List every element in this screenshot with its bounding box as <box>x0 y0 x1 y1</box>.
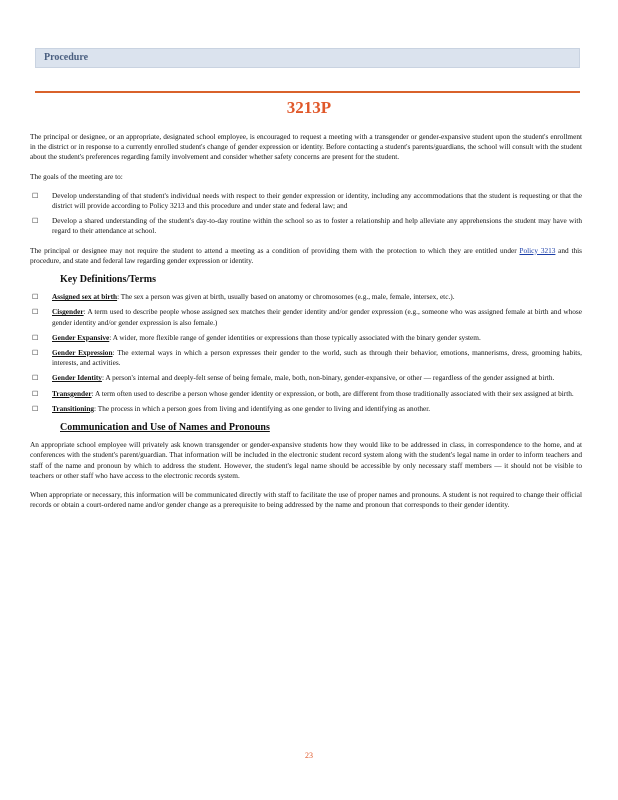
list-item <box>30 404 582 414</box>
definition-term: Assigned sex at birth <box>52 292 118 302</box>
goals-intro: The goals of the meeting are to: <box>30 171 123 181</box>
orange-divider <box>35 91 580 93</box>
definition-text: : The process in which a person goes from living and identifying as one gender to living and identifying as another. <box>94 403 431 413</box>
definition-term: Cisgender <box>52 307 84 317</box>
communication-paragraph: An appropriate school employee will privately ask known transgender or gender-expansive students how they would like to be addressed in class, in correspondence to the home, and at conferences with the student's parent/guardian. That information will be included in the electronic student record system along with the student's legal name in order to inform teachers and staff of the name and pronoun by which to address the student. However, the student's legal name should be accessible by only necessary staff members — it should not be visible to teachers or other staff who have access to the electronic records system. <box>30 440 582 480</box>
goal-text: Develop understanding of that student's individual needs with respect to their gender expression or identity, including any accommodations that the student is requesting or that the district will provide according to Policy 3213 and this procedure and under state and federal law; and <box>52 190 582 211</box>
section-label: Procedure <box>44 52 89 63</box>
communication-heading: Communication and Use of Names and Pronouns <box>60 422 270 434</box>
checkbox-bullet-icon: ☐ <box>32 374 39 383</box>
definition-term: Gender Expression <box>52 348 113 358</box>
checkbox-bullet-icon: ☐ <box>32 333 39 342</box>
definition-term: Transitioning <box>52 403 95 413</box>
list-item <box>30 292 582 302</box>
checkbox-bullet-icon: ☐ <box>32 349 39 358</box>
protection-paragraph: The principal or designee may not require the student to attend a meeting as a condition of providing them with the protection to which they are entitled under Policy 3213 and this procedure, and state and federal law regarding gender expression or identity. <box>30 245 582 265</box>
list-item <box>30 307 582 327</box>
definition-text: : A term often used to describe a person whose gender identity or expression, or both, are different from those traditionally associated with their sex assigned at birth. <box>91 388 574 398</box>
communication-paragraph: When appropriate or necessary, this information will be communicated directly with staff to facilitate the use of proper names and pronouns. A student is not required to change their official records or obtain a court-ordered name and/or gender change as a prerequisite to being addressed by the name and pronoun that corresponds to their gender identity. <box>30 490 582 510</box>
list-item <box>30 191 582 211</box>
checkbox-bullet-icon: ☐ <box>32 308 39 317</box>
section-header-band <box>35 48 580 68</box>
list-item <box>30 389 582 399</box>
checkbox-bullet-icon: ☐ <box>32 217 39 226</box>
definition-term: Gender Identity <box>52 373 102 383</box>
definition-text: : A term used to describe people whose assigned sex matches their gender identity and/or gender expression (e.g., someone who was assigned female at birth and whose gender identity and/or gender expression is also female.) <box>52 307 582 327</box>
intro-paragraph: The principal or designee, or an appropriate, designated school employee, is encouraged to request a meeting with a transgender or gender-expansive student upon the student's enrollment in the district or in response to a currently enrolled student's change of gender expression or identity. Before contacting a student's parents/guardians, the school will consult with the student about the student's preferences regarding family involvement and consider whether safety concerns are present for the student. <box>30 132 582 162</box>
checkbox-bullet-icon: ☐ <box>32 404 39 413</box>
definition-term: Transgender <box>52 388 92 398</box>
checkbox-bullet-icon: ☐ <box>32 191 39 200</box>
definition-text: : The external ways in which a person expresses their gender to the world, such as through their behavior, emotions, mannerisms, dress, grooming habits, interests, and activities. <box>52 348 582 368</box>
checkbox-bullet-icon: ☐ <box>32 389 39 398</box>
document-number: 3213P <box>286 98 332 117</box>
list-item <box>30 216 582 236</box>
document-body <box>30 132 582 519</box>
checkbox-bullet-icon: ☐ <box>32 293 39 302</box>
definitions-list <box>30 292 582 414</box>
goals-list <box>30 191 582 237</box>
list-item <box>30 348 582 368</box>
definitions-heading: Key Definitions/Terms <box>60 274 157 286</box>
policy-link[interactable]: Policy 3213 <box>519 245 556 255</box>
list-item <box>30 373 582 383</box>
definition-text: : A wider, more flexible range of gender identities or expressions than those typically associated with the binary gender system. <box>109 332 481 342</box>
list-item <box>30 333 582 343</box>
goal-text: Develop a shared understanding of the student's day-to-day routine within the school so as to foster a relationship and help alleviate any apprehensions the student may have with regard to their attendance at school. <box>52 216 582 236</box>
page-number: 23 <box>305 751 313 760</box>
definition-text: : A person's internal and deeply-felt sense of being female, male, both, non-binary, gender-expansive, or other — regardless of the gender assigned at birth. <box>101 373 555 383</box>
definition-text: : The sex a person was given at birth, usually based on anatomy or chromosomes (e.g., male, female, intersex, etc.). <box>117 292 455 302</box>
definition-term: Gender Expansive <box>52 332 110 342</box>
